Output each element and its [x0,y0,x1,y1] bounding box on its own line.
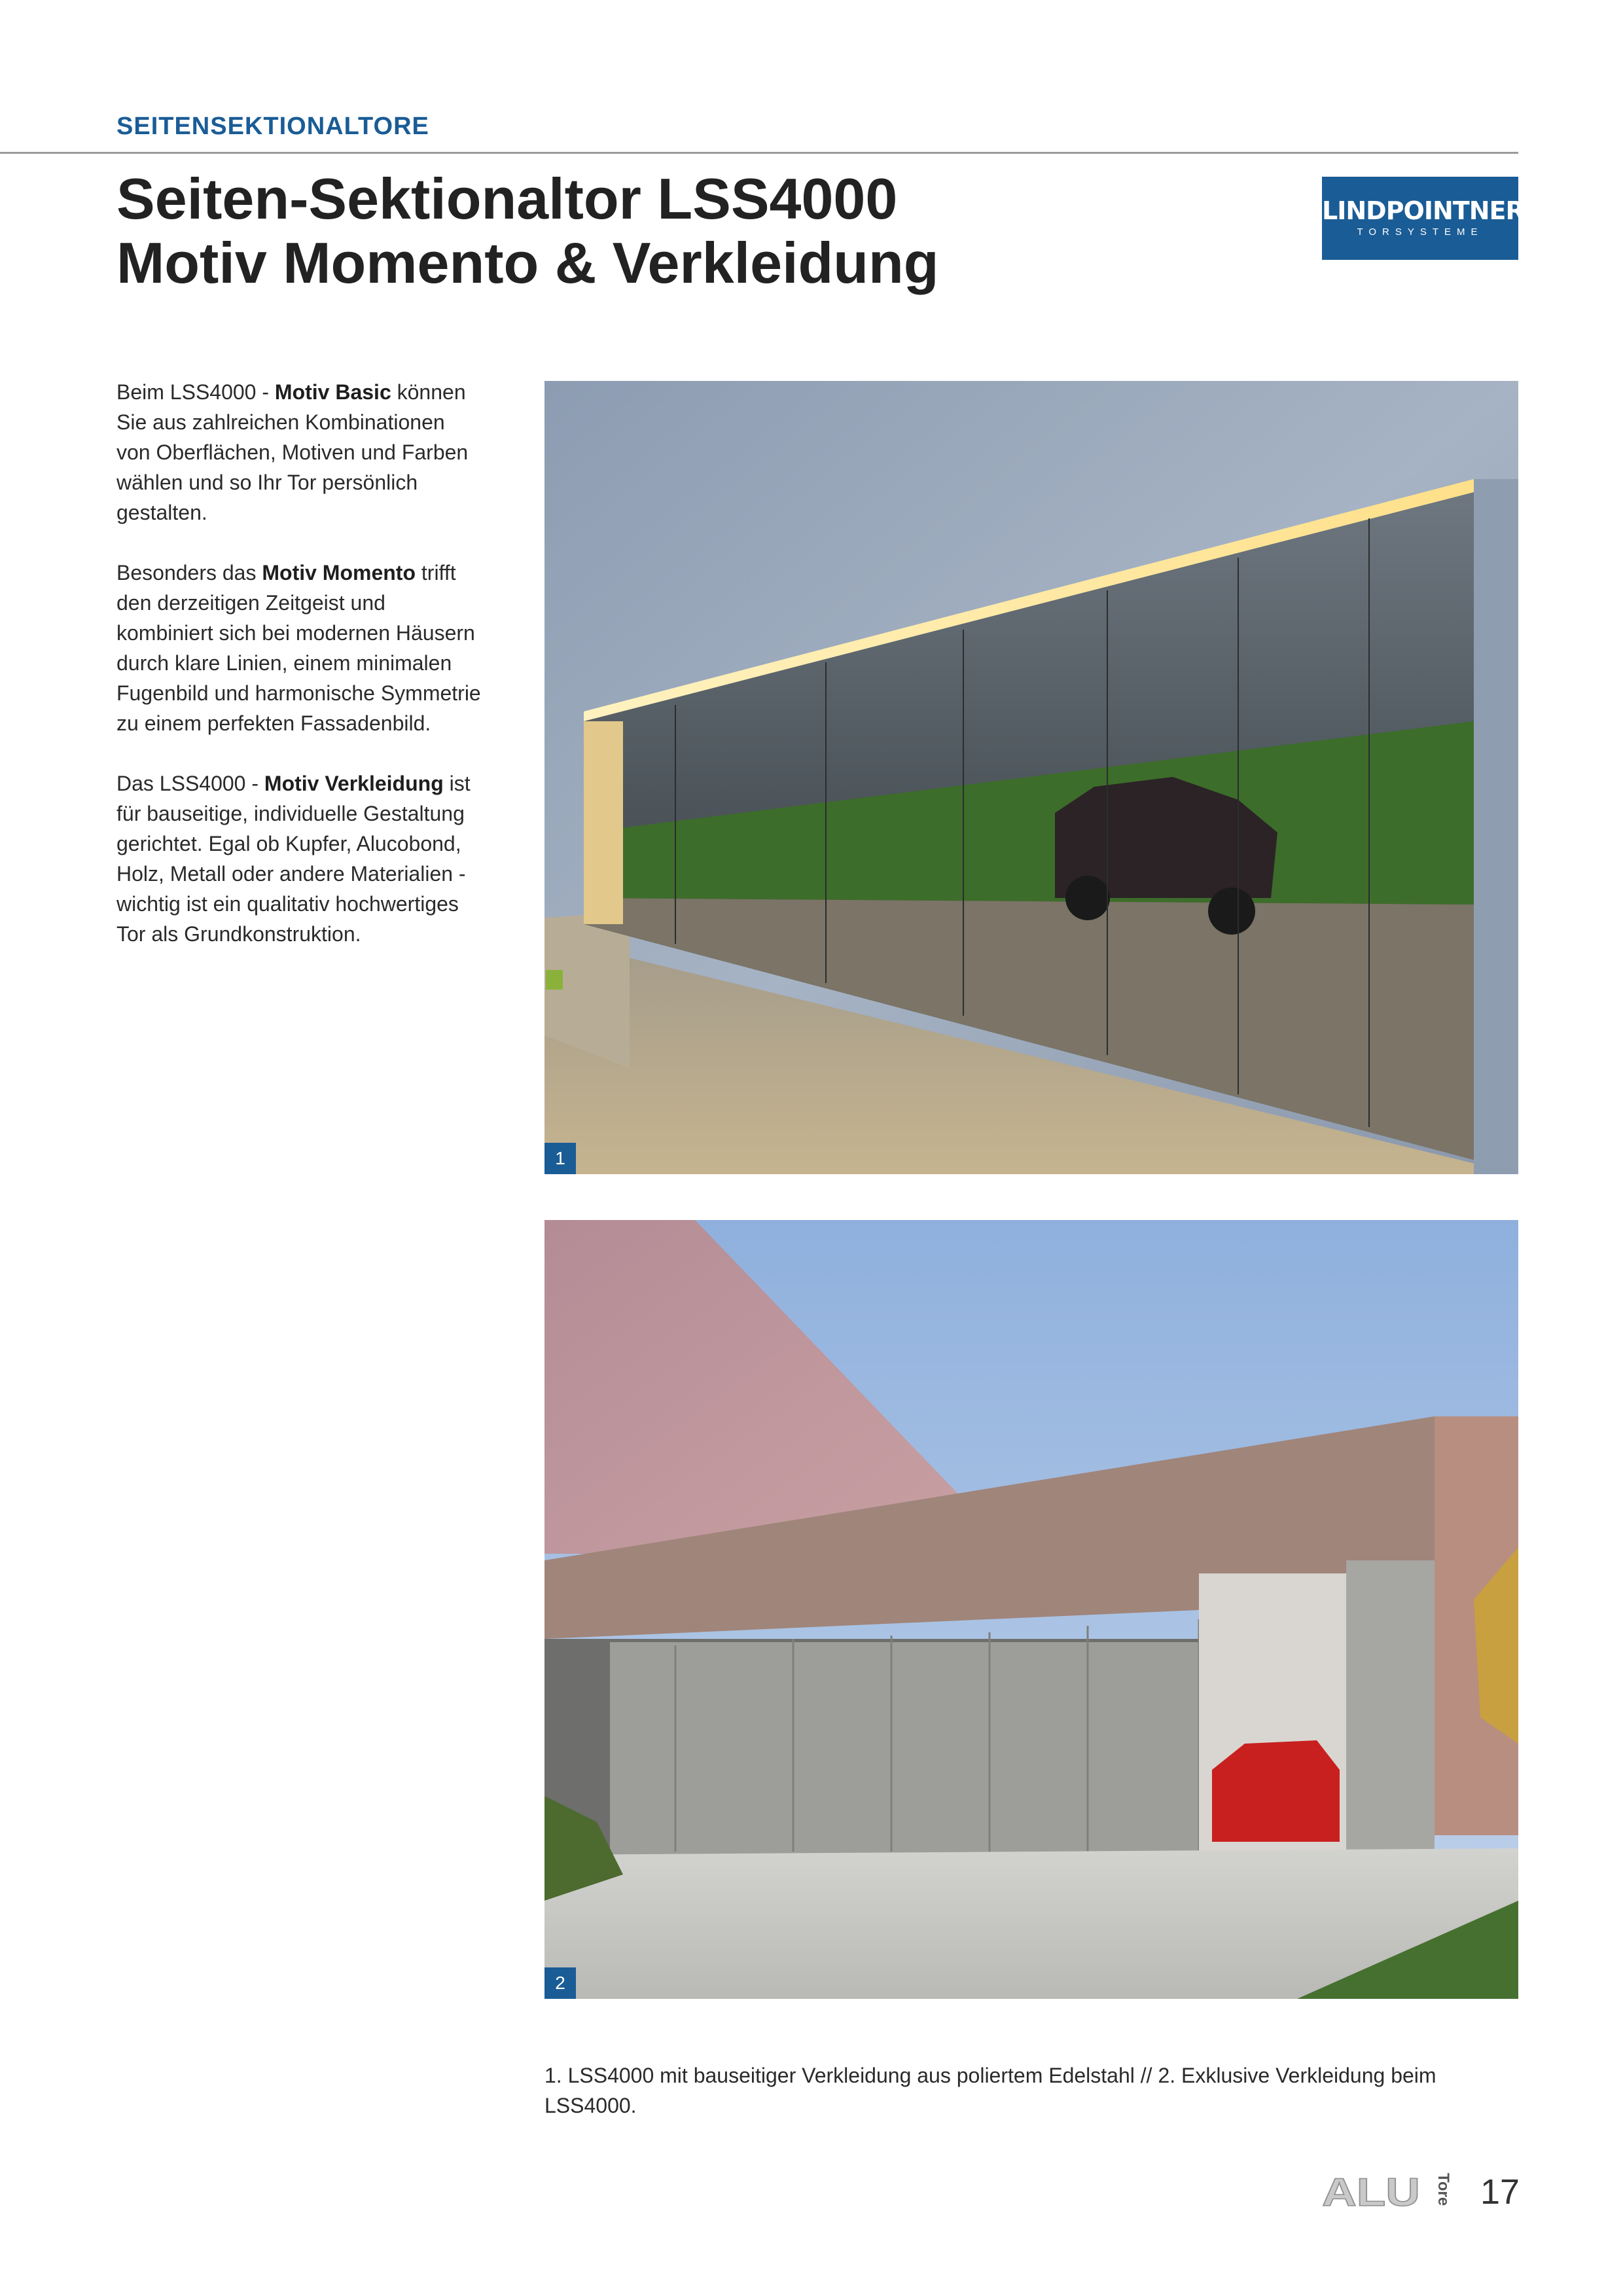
photo-1-illustration [544,381,1518,1174]
alu-tore-logo [1322,2170,1452,2214]
page-title [116,167,1229,295]
emphasis-motiv-momento: Motiv Momento [262,561,416,584]
header-divider [0,152,1518,154]
text-run: ist für bauseitige, individuelle Gestaltung gerichtet. Egal ob Kupfer, Alucobond, Holz, Metall oder andere Materialien - wichtig ist ein qualitativ hochwertiges Tor als Grundkonstruktion. [116,772,471,946]
text-run: können Sie aus zahlreichen Kombinationen von Oberflächen, Motiven und Farben wählen und so Ihr Tor persönlich gestalten. [116,380,469,524]
section-label: SEITENSEKTIONALTORE [116,113,429,140]
text-run: trifft den derzeitigen Zeitgeist und kombiniert sich bei modernen Häusern durch klare Linien, einem minimalen Fugenbild und harmonische Symmetrie zu einem perfekten Fassadenbild. [116,561,481,735]
lindpointner-logo [1322,177,1524,260]
photo-caption: 1. LSS4000 mit bauseitiger Verkleidung aus poliertem Edelstahl // 2. Exklusive Verkleidung beim LSS4000. [544,2064,1436,2117]
paragraph-motiv-verkleidung [116,768,483,949]
text-run: Das LSS4000 - [116,772,264,795]
intro-text [116,377,483,979]
emphasis-motiv-basic: Motiv Basic [274,380,391,404]
photo-stainless-steel-gate [544,381,1518,1174]
page-title-line-1: Seiten-Sektionaltor LSS4000 [116,166,898,231]
logo-subtitle: TORSYSTEME [1357,226,1484,238]
text-run: Besonders das [116,561,262,584]
photo-2-illustration [544,1220,1518,1999]
page-title-line-2: Motiv Momento & Verkleidung [116,230,939,295]
emphasis-motiv-verkleidung: Motiv Verkleidung [264,772,444,795]
logo-wordmark: LINDPOINTNER [1322,196,1524,225]
photo-1-number-badge: 1 [544,1143,576,1174]
text-run: Beim LSS4000 - [116,380,275,404]
alu-tore-logo-main: ALU [1322,2170,1420,2214]
alu-tore-logo-side: Tore [1435,2173,1452,2206]
paragraph-motiv-momento [116,558,483,738]
photo-2-number-badge: 2 [544,1967,576,1999]
photo-clad-gate [544,1220,1518,1999]
paragraph-motiv-basic [116,377,483,528]
page-number: 17 [1480,2172,1520,2212]
